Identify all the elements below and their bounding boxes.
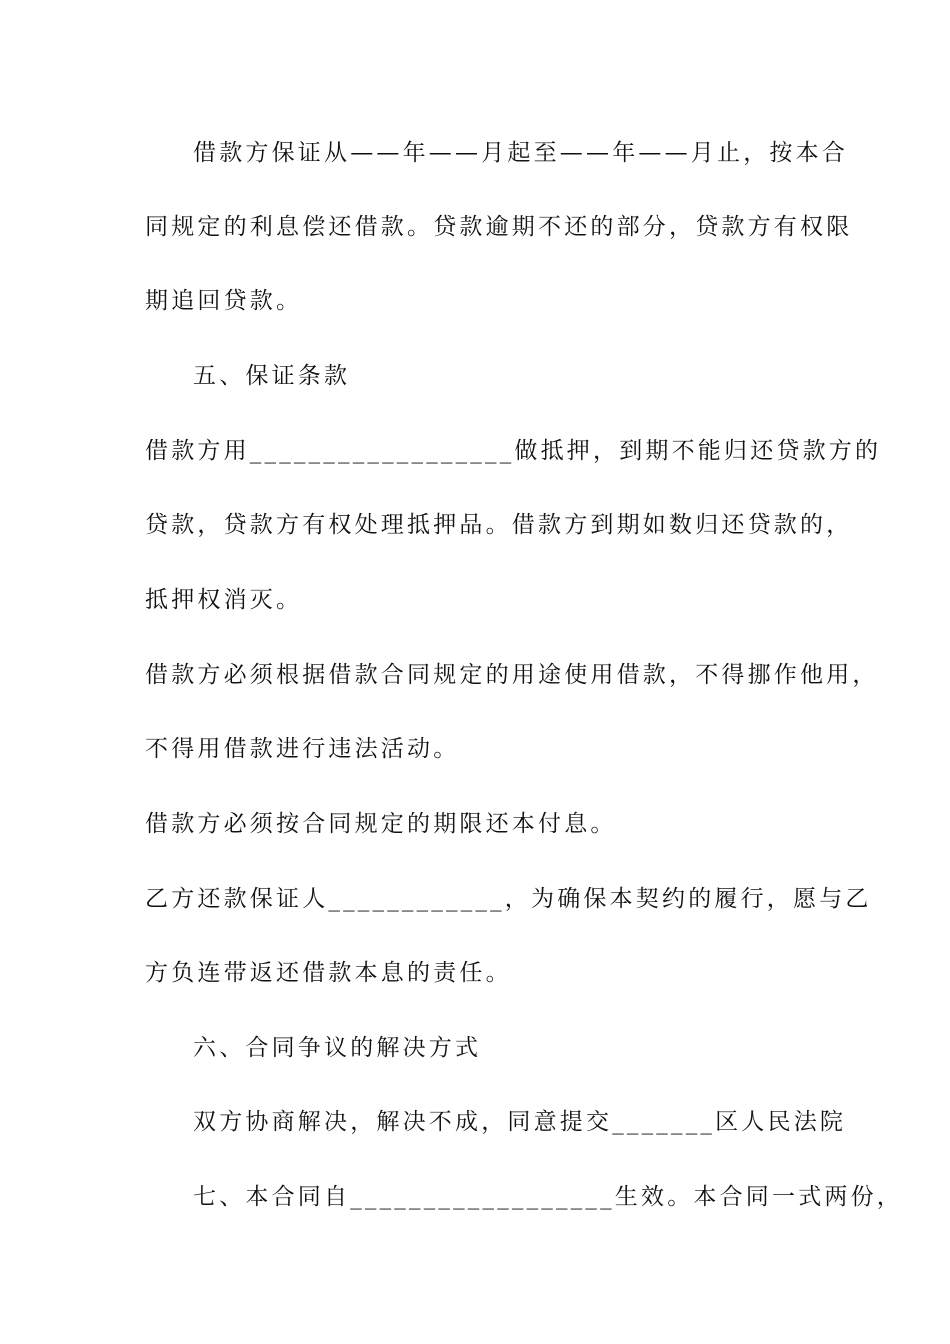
paragraph-guarantor-line-2: 方负连带返还借款本息的责任。 (145, 960, 512, 986)
paragraph-collateral-line-3: 抵押权消灭。 (145, 587, 303, 613)
paragraph-repayment-guarantee-line-3: 期追回贷款。 (145, 288, 303, 314)
paragraph-dispute-resolution: 双方协商解决，解决不成，同意提交_______区人民法院 (193, 1109, 847, 1135)
section-heading-guarantee-terms: 五、保证条款 (193, 363, 351, 389)
paragraph-loan-usage-line-2: 不得用借款进行违法活动。 (145, 736, 460, 762)
paragraph-repay-on-time: 借款方必须按合同规定的期限还本付息。 (145, 811, 617, 837)
paragraph-repayment-guarantee-line-2: 同规定的利息偿还借款。贷款逾期不还的部分，贷款方有权限 (145, 214, 853, 240)
paragraph-guarantor-line-1: 乙方还款保证人____________，为确保本契约的履行，愿与乙 (145, 886, 872, 912)
paragraph-repayment-guarantee-line-1: 借款方保证从——年——月起至——年——月止，按本合 (193, 140, 848, 166)
paragraph-loan-usage-line-1: 借款方必须根据借款合同规定的用途使用借款，不得挪作他用， (145, 662, 879, 688)
paragraph-collateral-line-1: 借款方用__________________做抵押，到期不能归还贷款方的 (145, 438, 882, 464)
section-heading-dispute-resolution: 六、合同争议的解决方式 (193, 1035, 482, 1061)
section-heading-effective-date: 七、本合同自__________________生效。本合同一式两份， (193, 1184, 903, 1210)
paragraph-collateral-line-2: 贷款，贷款方有权处理抵押品。借款方到期如数归还贷款的， (145, 512, 853, 538)
